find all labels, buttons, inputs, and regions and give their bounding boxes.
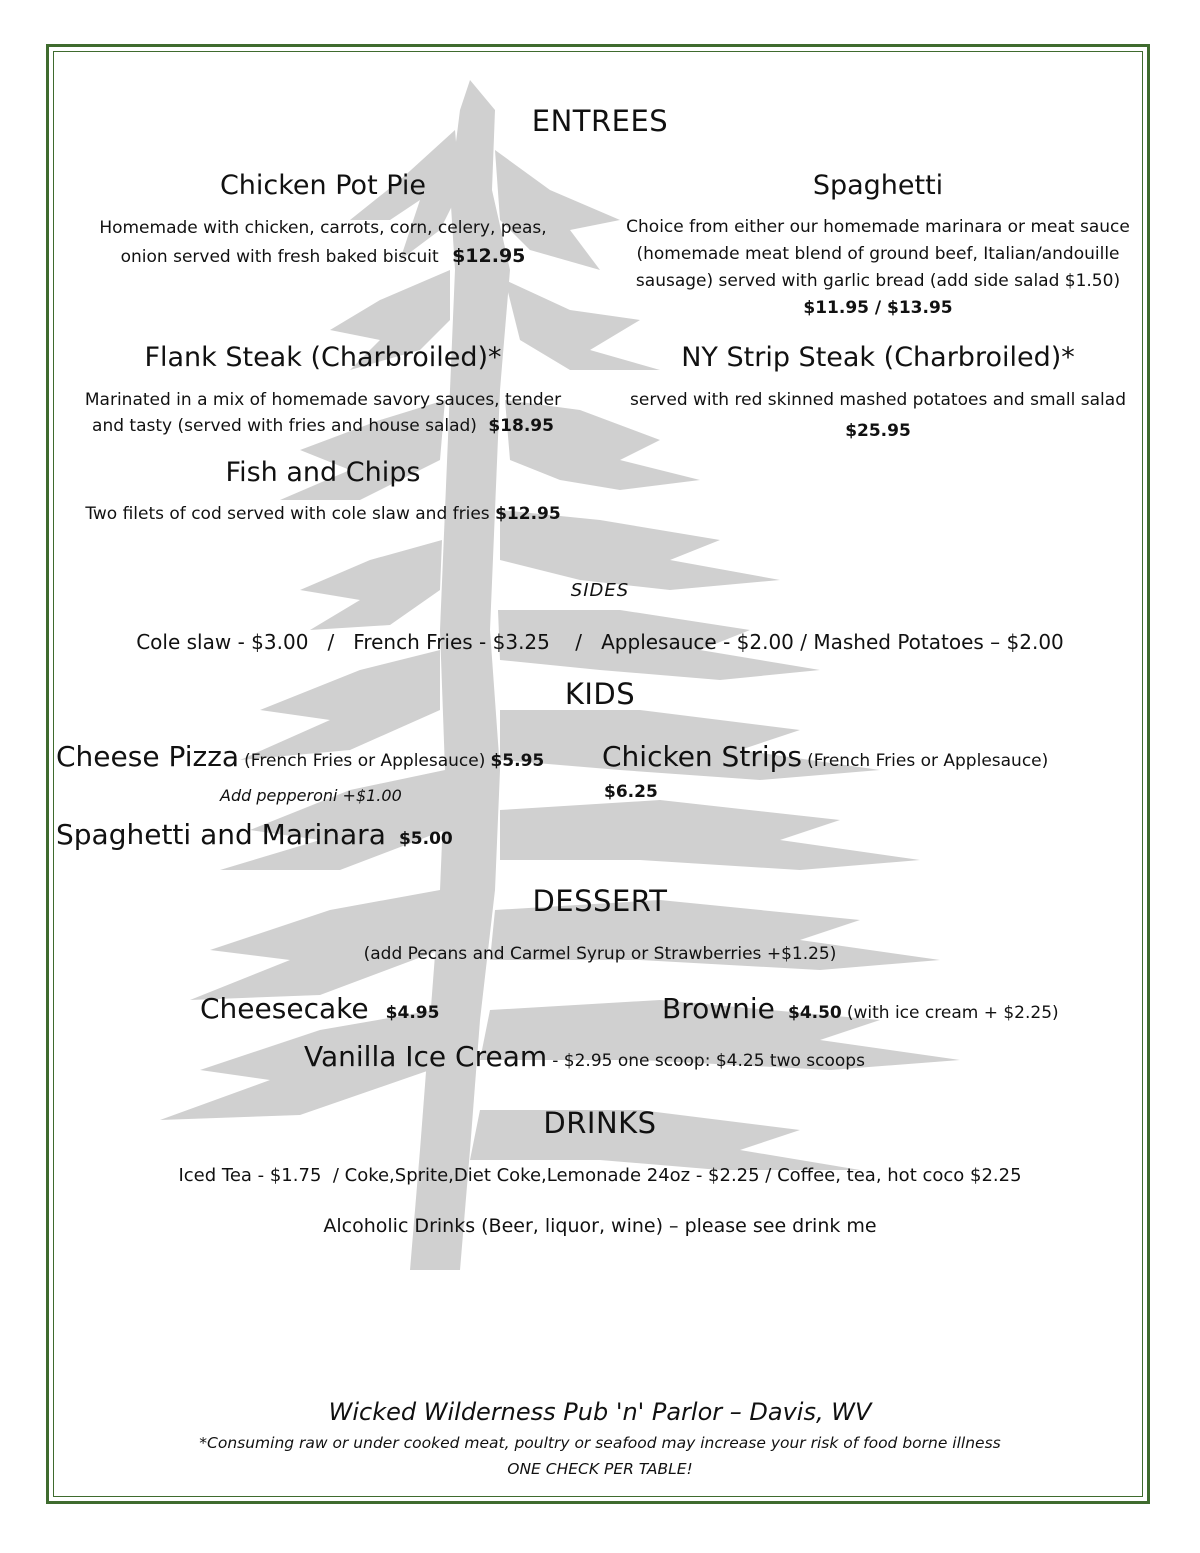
chicken-pot-pie-desc-2 (58, 243, 588, 271)
chicken-strips-price: $6.25 (604, 782, 658, 802)
cheese-pizza-line (56, 740, 544, 773)
ny-strip-desc-1: served with red skinned mashed potatoes and small salad (630, 390, 1126, 410)
spaghetti-marinara-price: $5.00 (398, 829, 453, 849)
cheese-pizza-name: Cheese Pizza (56, 740, 240, 773)
chicken-pot-pie-name: Chicken Pot Pie (219, 170, 427, 201)
ice-cream-note: - $2.95 one scoop: $4.25 two scoops (552, 1051, 865, 1071)
restaurant-name: Wicked Wilderness Pub 'n' Parlor – Davis, WV (328, 1398, 872, 1426)
chicken-pot-pie-price: $12.95 (452, 245, 526, 267)
entrees-heading: ENTREES (531, 104, 669, 138)
flank-steak-price: $18.95 (488, 416, 554, 436)
chicken-strips-line (602, 740, 1048, 773)
brownie-name: Brownie (662, 992, 775, 1025)
drinks-heading: DRINKS (543, 1106, 657, 1140)
dessert-heading: DESSERT (532, 884, 668, 918)
spaghetti-desc-1: Choice from either our homemade marinara or meat sauce (626, 217, 1130, 237)
food-safety-warning: *Consuming raw or under cooked meat, poultry or seafood may increase your risk of food borne illness (199, 1434, 1001, 1452)
flank-steak-desc-2 (58, 413, 588, 440)
kids-heading: KIDS (564, 677, 636, 711)
fish-chips-price: $12.95 (495, 504, 561, 524)
brownie-price: $4.50 (787, 1003, 842, 1023)
ice-cream-name: Vanilla Ice Cream (304, 1040, 548, 1073)
sides-heading: SIDES (570, 580, 630, 601)
brownie-note: (with ice cream + $2.25) (846, 1003, 1059, 1023)
cheese-pizza-price: $5.95 (490, 751, 545, 771)
flank-steak-desc-1: Marinated in a mix of homemade savory sauces, tender (84, 390, 562, 410)
spaghetti-desc-3: sausage) served with garlic bread (add side salad $1.50) (635, 271, 1121, 291)
spaghetti-marinara-line (56, 818, 453, 851)
sides-line: Cole slaw - $3.00 / French Fries - $3.25 / Applesauce - $2.00 / Mashed Potatoes – $2.00 (136, 630, 1064, 654)
cheese-pizza-addon: Add pepperoni +$1.00 (220, 786, 402, 805)
drinks-line-2: Alcoholic Drinks (Beer, liquor, wine) – please see drink me (323, 1215, 877, 1237)
chicken-strips-note: (French Fries or Applesauce) (807, 751, 1049, 771)
cheese-pizza-note: (French Fries or Applesauce) (244, 751, 486, 771)
one-check-notice: ONE CHECK PER TABLE! (507, 1460, 693, 1478)
drinks-line-1: Iced Tea - $1.75 / Coke,Sprite,Diet Coke,Lemonade 24oz - $2.25 / Coffee, tea, hot coco $2.25 (178, 1165, 1022, 1186)
spaghetti-desc-2: (homemade meat blend of ground beef, Italian/andouille (636, 244, 1120, 264)
ice-cream-line (304, 1040, 865, 1073)
flank-steak-name: Flank Steak (Charbroiled)* (144, 342, 502, 373)
cheesecake-line (200, 992, 439, 1025)
cheesecake-price: $4.95 (385, 1003, 440, 1023)
ny-strip-price: $25.95 (845, 421, 911, 441)
dessert-note: (add Pecans and Carmel Syrup or Strawberries +$1.25) (363, 944, 837, 964)
ny-strip-name: NY Strip Steak (Charbroiled)* (681, 342, 1075, 373)
cheesecake-name: Cheesecake (200, 992, 369, 1025)
chicken-strips-name: Chicken Strips (602, 740, 802, 773)
spaghetti-name: Spaghetti (812, 170, 944, 201)
flank-steak-desc-2-text: and tasty (served with fries and house salad) (92, 416, 477, 436)
chicken-pot-pie-desc-1: Homemade with chicken, carrots, corn, celery, peas, (99, 218, 547, 238)
spaghetti-marinara-name: Spaghetti and Marinara (56, 818, 386, 851)
spaghetti-price: $11.95 / $13.95 (803, 298, 953, 318)
chicken-pot-pie-desc-2-text: onion served with fresh baked biscuit (120, 247, 439, 267)
fish-chips-desc (58, 501, 588, 528)
fish-chips-name: Fish and Chips (225, 457, 421, 488)
brownie-line (662, 992, 1059, 1025)
fish-chips-desc-text: Two filets of cod served with cole slaw and fries (85, 504, 490, 524)
